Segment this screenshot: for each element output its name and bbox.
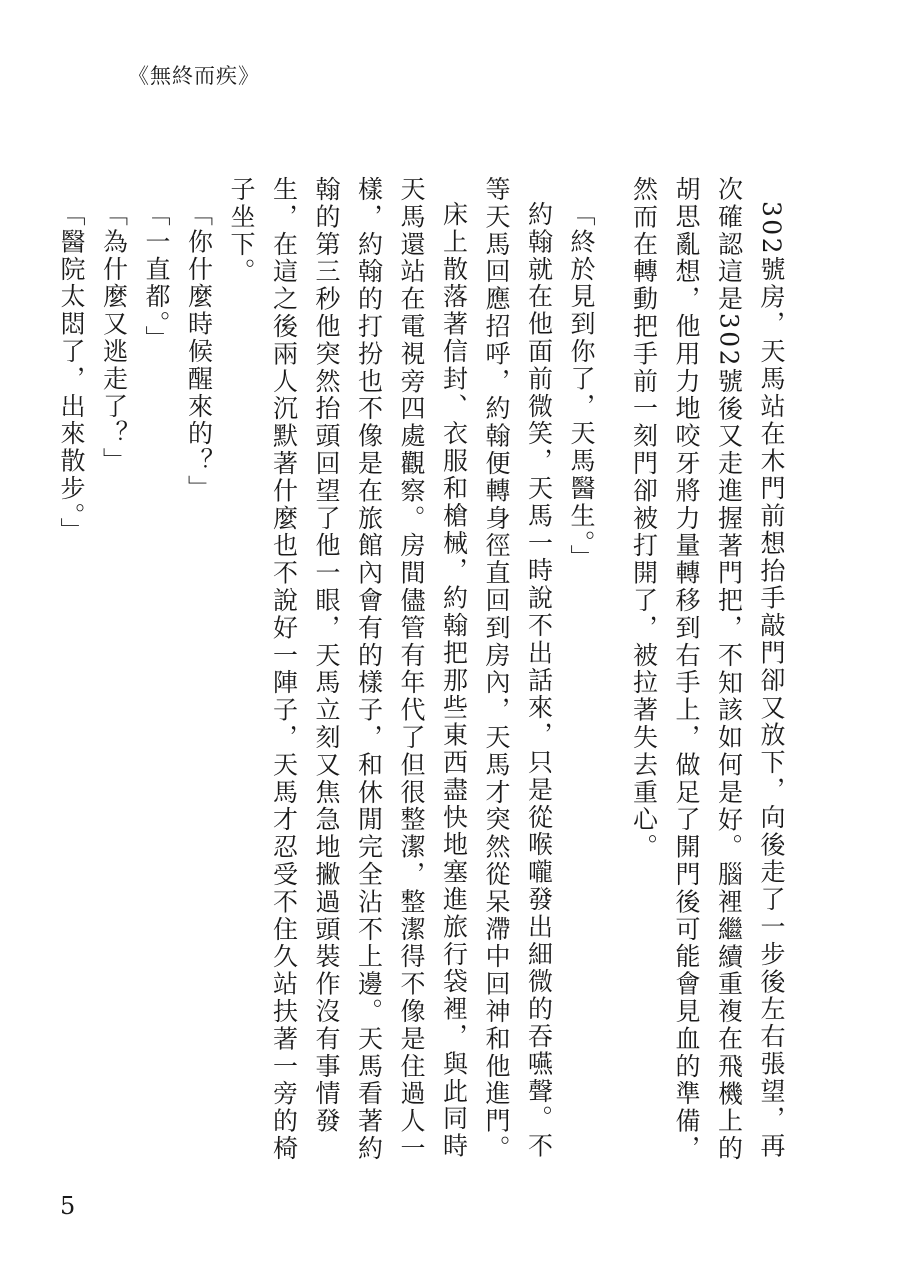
dialogue-line-5: 「醫院太悶了，出來散步。」 (57, 201, 86, 545)
page-number: 5 (60, 1192, 76, 1220)
dialogue-line-3: 「一直都。」 (142, 201, 171, 353)
paragraph-gap (602, 176, 622, 1176)
running-header: 《無終而疾》 (128, 64, 260, 88)
paragraph-2: 約翰就在他面前微笑，天馬一時說不出話來，只是從喉嚨發出細微的吞嚥聲。不等天馬回應招呼，約翰便轉身徑直回到房內，天馬才突然從呆滯中回神和他進門。 (482, 176, 554, 1163)
paragraph-3: 床上散落著信封、衣服和槍械，約翰把那些東西盡快地塞進旅行袋裡，與此同時天馬還站在電視旁四處觀察。房間儘管有年代了但很整潔，整潔得不像是住過人一樣，約翰的打扮也不像是在旅館內會有的樣子，和休閒完全沾不上邊。天馬看著約翰的第三秒他突然抬頭回望了他一眼，天馬立刻又焦急地撇過頭裝作沒有事情發生，在這之後兩人沉默著什麼也不說好一陣子，天馬才忍受不住久站扶著一旁的椅子坐下。 (227, 176, 469, 1163)
dialogue-line-4: 「為什麼又逃走了？」 (99, 201, 129, 475)
dialogue-line-1: 「終於見到你了，天馬醫生。」 (567, 201, 596, 573)
vertical-text-body (57, 176, 792, 1176)
dialogue-line-2: 「你什麼時候醒來的？」 (184, 201, 214, 503)
paragraph-1: 302號房，天馬站在木門前想抬手敲門卻又放下，向後走了一步後左右張望，再次確認這是302號後又走進握著門把，不知該如何是好。腦裡繼續重複在飛機上的胡思亂想，他用力地咬牙將力量轉移到右手上，做足了開門後可能會見血的準備，然而在轉動把手前一刻門卻被打開了，被拉著失去重心。 (629, 176, 786, 1163)
